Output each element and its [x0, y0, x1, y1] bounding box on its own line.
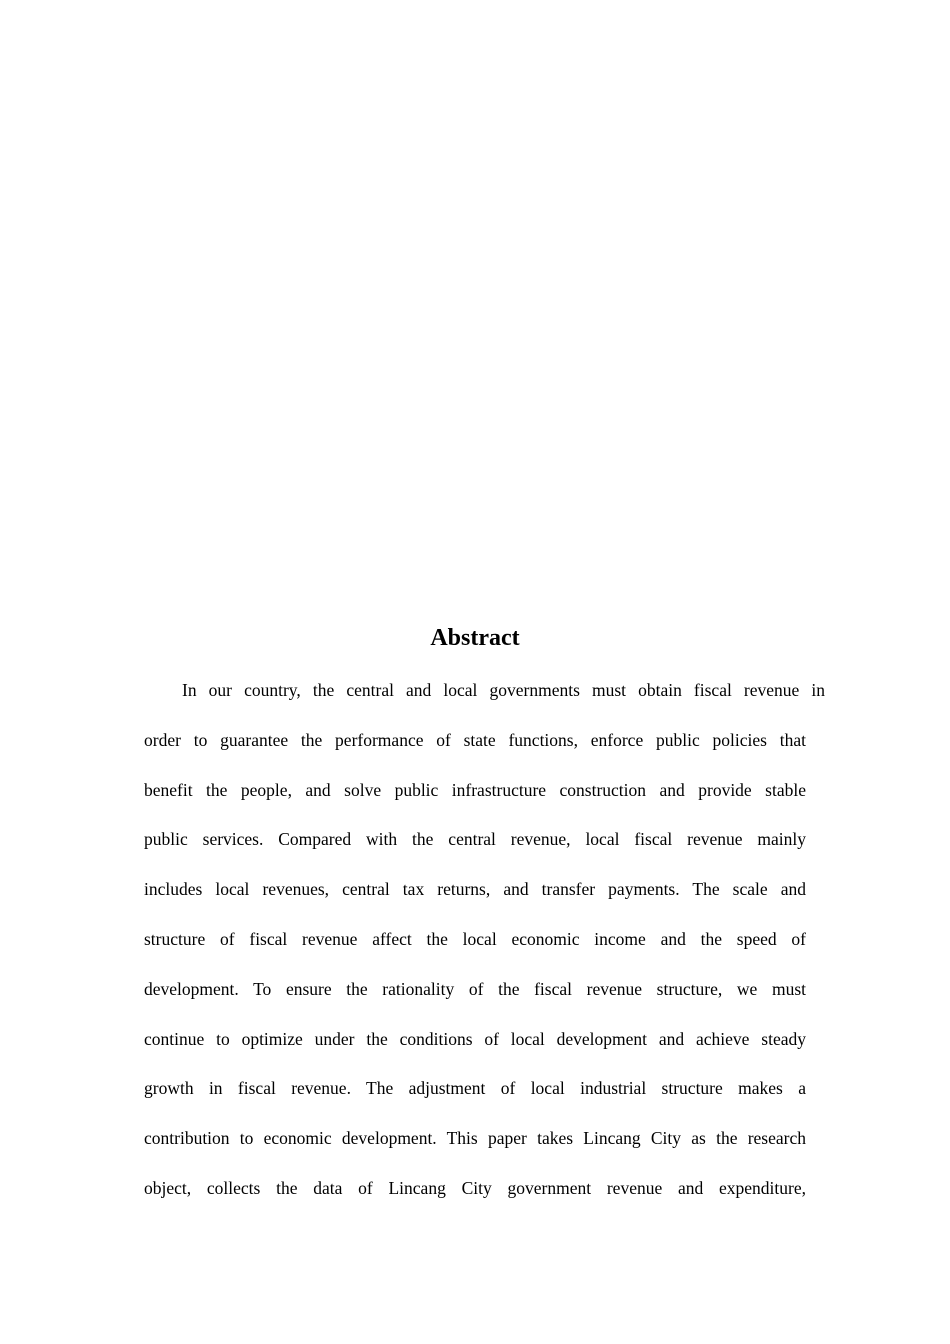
abstract-paragraph	[144, 666, 825, 1214]
paragraph-line: continue to optimize under the conditions of local development and achieve steady	[144, 1028, 806, 1049]
paragraph-line: structure of fiscal revenue affect the local economic income and the speed of	[144, 928, 806, 949]
paragraph-line: public services. Compared with the central revenue, local fiscal revenue mainly	[144, 829, 806, 850]
paragraph-line: order to guarantee the performance of state functions, enforce public policies that	[144, 729, 806, 750]
paragraph-line: benefit the people, and solve public infrastructure construction and provide stable	[144, 779, 806, 800]
paragraph-line: contribution to economic development. This paper takes Lincang City as the research	[144, 1128, 806, 1149]
abstract-heading: Abstract	[430, 625, 520, 651]
paragraph-line: growth in fiscal revenue. The adjustment of local industrial structure makes a	[144, 1078, 806, 1099]
paragraph-line: includes local revenues, central tax returns, and transfer payments. The scale and	[144, 879, 806, 900]
paragraph-line: object, collects the data of Lincang City government revenue and expenditure,	[144, 1177, 806, 1198]
paragraph-line: In our country, the central and local governments must obtain fiscal revenue in	[182, 680, 825, 700]
paragraph-line: development. To ensure the rationality of the fiscal revenue structure, we must	[144, 978, 806, 999]
